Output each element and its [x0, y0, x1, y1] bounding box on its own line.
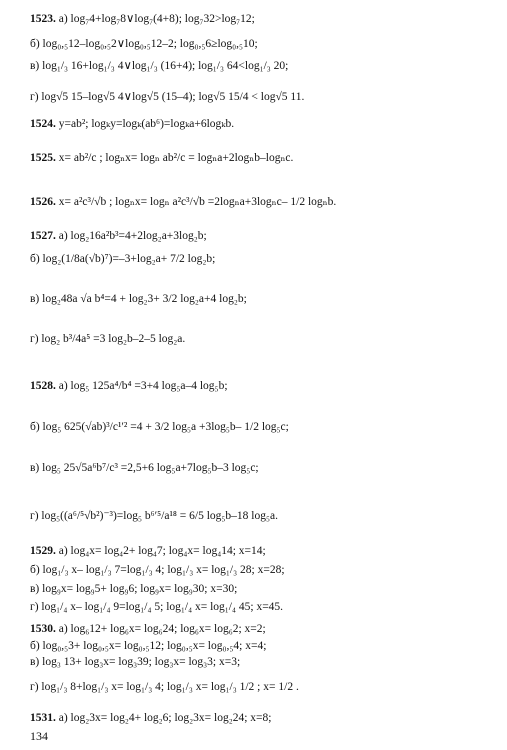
solution-line — [30, 333, 501, 346]
exercise-number: 1531. — [30, 712, 56, 724]
solution-line — [30, 60, 501, 73]
line-text: в) log₃ 13+ log₃x= log₃39; log₃x= log₃3; x=3; — [30, 656, 241, 668]
line-text: г) log₂ b³/4a⁵ =3 log₂b–2–5 log₂a. — [30, 333, 186, 345]
solution-line — [30, 421, 501, 434]
line-text: а) log₂3x= log₂4+ log₂6; log₂3x= log₂24; x=8; — [55, 712, 272, 724]
solution-line — [30, 545, 501, 558]
solution-line — [30, 38, 501, 51]
solution-line — [30, 601, 501, 614]
line-text: а) log₂16a²b³=4+2log₂a+3log₂b; — [55, 230, 207, 242]
line-text: x= a²c³/√b ; logₙx= logₙ a²c³/√b =2logₙa+3logₙc– 1/2 logₙb. — [55, 196, 337, 208]
exercise-number: 1528. — [30, 380, 56, 392]
solution-line — [30, 230, 501, 243]
line-text: в) log₁/₃ 16+log₁/₃ 4∨log₁/₃ (16+4); log₁/₃ 64<log₁/₃ 20; — [30, 60, 289, 72]
line-text: в) log₅ 25√5a⁶b⁷/c³ =2,5+6 log₅a+7log₅b–3 log₅c; — [30, 462, 259, 474]
exercise-number: 1525. — [30, 152, 56, 164]
solution-line — [30, 640, 501, 653]
line-text: а) log₆12+ log₆x= log₆24; log₆x= log₆2; x=2; — [55, 623, 266, 635]
exercise-number: 1529. — [30, 545, 56, 557]
line-text: г) log√5 15–log√5 4∨log√5 (15–4); log√5 15/4 < log√5 11. — [30, 91, 305, 103]
page-number: 134 — [30, 729, 48, 743]
solution-line — [30, 152, 501, 165]
solution-line — [30, 293, 501, 306]
solution-line — [30, 510, 501, 523]
line-text: x= ab²/c ; logₙx= logₙ ab²/c = logₙa+2logₙb–logₙc. — [55, 152, 294, 164]
solution-line — [30, 253, 501, 266]
line-text: б) log₅ 625(√ab)³/c¹′² =4 + 3/2 log₅a +3log₅b– 1/2 log₅c; — [30, 421, 289, 433]
solution-line — [30, 462, 501, 475]
exercise-number: 1524. — [30, 118, 56, 130]
line-text: y=ab²; logₖy=logₖ(ab⁶)=logₖa+6logₖb. — [55, 118, 235, 130]
line-text: в) log₉x= log₉5+ log₉6; log₉x= log₉30; x=30; — [30, 583, 238, 595]
line-text: а) log₅ 125a⁴/b⁴ =3+4 log₅a–4 log₅b; — [55, 380, 228, 392]
solution-line — [30, 118, 501, 131]
solution-line — [30, 656, 501, 669]
solution-line — [30, 380, 501, 393]
solution-line — [30, 196, 501, 209]
exercise-number: 1527. — [30, 230, 56, 242]
line-text: б) log₀,₅3+ log₀,₅x= log₀,₅12; log₀,₅x= log₀,₅4; x=4; — [30, 640, 267, 652]
line-text: г) log₁/₃ 8+log₁/₃ x= log₁/₃ 4; log₁/₃ x= log₁/₃ 1/2 ; x= 1/2 . — [30, 681, 299, 693]
solution-line — [30, 91, 501, 104]
solution-line — [30, 712, 501, 725]
line-text: а) log₄x= log₄2+ log₄7; log₄x= log₄14; x=14; — [55, 545, 266, 557]
line-text: б) log₁/₃ x– log₁/₃ 7=log₁/₃ 4; log₁/₃ x= log₁/₃ 28; x=28; — [30, 564, 285, 576]
line-text: а) log₇4+log₇8∨log₇(4+8); log₇32>log₇12; — [55, 13, 255, 25]
exercise-number: 1530. — [30, 623, 56, 635]
solution-line — [30, 13, 501, 26]
solution-line — [30, 681, 501, 694]
line-text: б) log₀,₅12–log₀,₅2∨log₀,₅12–2; log₀,₅6≥log₀,₅10; — [30, 38, 258, 50]
solution-line — [30, 583, 501, 596]
line-text: б) log₂(1/8a(√b)⁷)=–3+log₂a+ 7/2 log₂b; — [30, 253, 216, 265]
exercise-number: 1523. — [30, 13, 56, 25]
solution-line — [30, 564, 501, 577]
solution-line — [30, 623, 501, 636]
line-text: в) log₂48a √a b⁴=4 + log₂3+ 3/2 log₂a+4 log₂b; — [30, 293, 247, 305]
exercise-number: 1526. — [30, 196, 56, 208]
line-text: г) log₅((a⁶/⁵√b²)⁻³)=log₅ b⁶′⁵/a¹⁸ = 6/5 log₅b–18 log₅a. — [30, 510, 278, 522]
line-text: г) log₁/₄ x– log₁/₄ 9=log₁/₄ 5; log₁/₄ x= log₁/₄ 45; x=45. — [30, 601, 284, 613]
